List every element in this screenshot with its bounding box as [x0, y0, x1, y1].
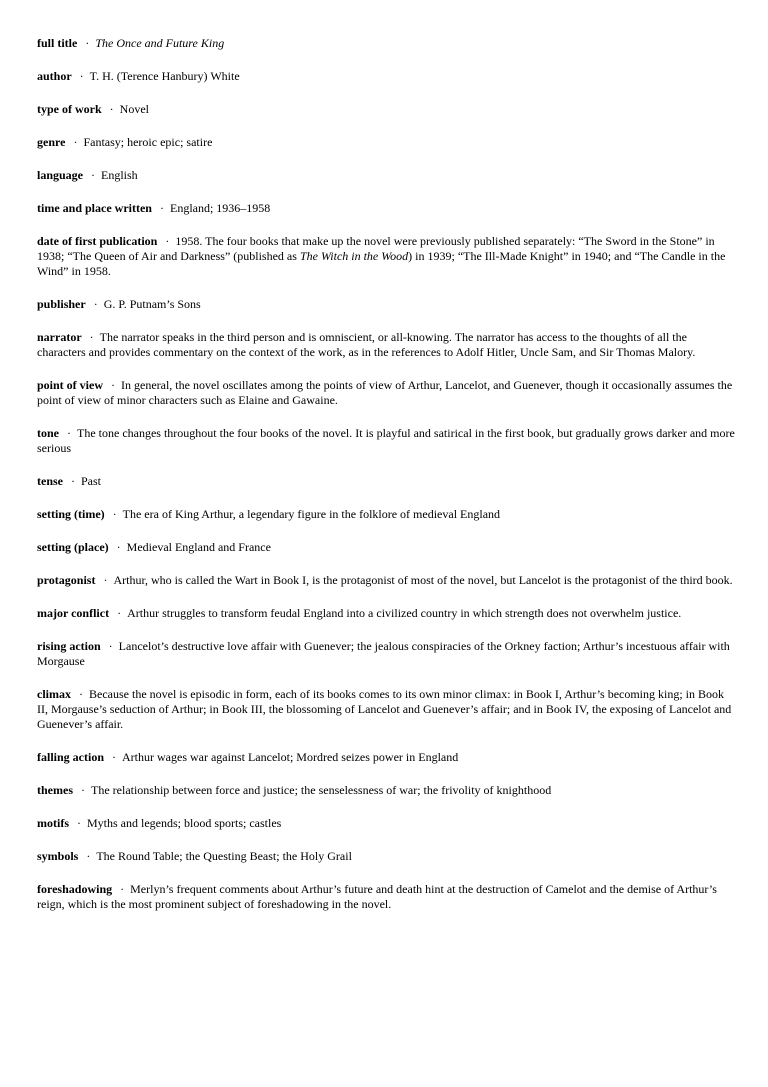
separator: · [91, 168, 96, 182]
entry-value: Arthur, who is called the Wart in Book I, is the protagonist of most of the novel, but Lancelot is the protagonist of the third book. [113, 573, 733, 587]
entry-type-of-work [37, 102, 737, 117]
entry-label: tone [37, 426, 59, 440]
entry-value: The Once and Future King [95, 36, 225, 50]
separator: · [103, 573, 108, 587]
entry-narrator [37, 330, 737, 360]
entry-value: In general, the novel oscillates among the points of view of Arthur, Lancelot, and Guenever, though it occasionally assumes the point of view of minor characters such as Elaine and Gawaine. [37, 378, 733, 407]
separator: · [79, 687, 83, 701]
separator: · [159, 201, 164, 215]
entry-label: genre [37, 135, 66, 149]
entry-label: language [37, 168, 84, 182]
entry-value: The narrator speaks in the third person and is omniscient, or all-knowing. The narrator has access to the thoughts of all the characters and provides commentary on the context of the work, as in the references to Adolf Hitler, Uncle Sam, and Sir Thomas Malory. [37, 330, 696, 359]
entry-label: climax [37, 687, 71, 701]
entry-label: date of first publication [37, 234, 158, 248]
entry-point-of-view [37, 378, 737, 408]
entry-label: point of view [37, 378, 103, 392]
entry-value: The Round Table; the Questing Beast; the Holy Grail [96, 849, 352, 863]
entry-symbols [37, 849, 737, 864]
separator: · [116, 540, 121, 554]
entry-themes [37, 783, 737, 798]
entry-setting-place [37, 540, 737, 555]
separator: · [85, 36, 90, 50]
entry-major-conflict [37, 606, 737, 621]
entry-tense [37, 474, 737, 489]
entry-protagonist [37, 573, 737, 588]
entry-value: Fantasy; heroic epic; satire [83, 135, 213, 149]
entry-value: England; 1936–1958 [169, 201, 271, 215]
entry-label: major conflict [37, 606, 110, 620]
entry-tone [37, 426, 737, 456]
entry-label: symbols [37, 849, 79, 863]
entry-label: tense [37, 474, 63, 488]
separator: · [112, 750, 117, 764]
entry-label: narrator [37, 330, 82, 344]
separator: · [77, 816, 81, 830]
entry-foreshadowing [37, 882, 737, 912]
separator: · [73, 135, 78, 149]
separator: · [81, 783, 85, 797]
entry-full-title [37, 36, 737, 51]
fact-list [37, 36, 737, 930]
separator: · [71, 474, 75, 488]
separator: · [117, 606, 122, 620]
entry-label: themes [37, 783, 73, 797]
entry-value: 1958. The four books that make up the novel were previously published separately: “The Sword in the Stone” in 1938; “The Queen of Air and Darkness” (published as [37, 234, 715, 263]
entry-label: motifs [37, 816, 69, 830]
separator: · [108, 639, 113, 653]
entry-label: foreshadowing [37, 882, 113, 896]
entry-value: Arthur struggles to transform feudal England into a civilized country in which strength does not overwhelm justice. [127, 606, 682, 620]
entry-label: type of work [37, 102, 102, 116]
entry-genre [37, 135, 737, 150]
separator: · [67, 426, 71, 440]
entry-language [37, 168, 737, 183]
entry-author [37, 69, 737, 84]
entry-climax [37, 687, 737, 732]
entry-rising-action [37, 639, 737, 669]
entry-value: Arthur wages war against Lancelot; Mordred seizes power in England [122, 750, 459, 764]
separator: · [79, 69, 84, 83]
entry-label: publisher [37, 297, 86, 311]
separator: · [165, 234, 170, 248]
separator: · [111, 378, 115, 392]
entry-label: rising action [37, 639, 101, 653]
entry-value: T. H. (Terence Hanbury) White [89, 69, 240, 83]
entry-time-and-place-written [37, 201, 737, 216]
entry-label: protagonist [37, 573, 96, 587]
entry-value: ) in 1939; “The Ill-Made Knight” in 1940; and “The Candle in the Wind” in 1958. [37, 249, 726, 278]
entry-label: full title [37, 36, 78, 50]
entry-value: Medieval England and France [126, 540, 271, 554]
entry-value: Because the novel is episodic in form, each of its books comes to its own minor climax: in Book I, Arthur’s becoming king; in Book II, Morgause’s seduction of Arthur; in Book III, the blossoming of Lancelot and Guenever’s affair; and in Book IV, the exposing of Lancelot and Guenever’s affair. [37, 687, 732, 731]
separator: · [112, 507, 117, 521]
entry-value: G. P. Putnam’s Sons [103, 297, 201, 311]
separator: · [89, 330, 94, 344]
entry-publisher [37, 297, 737, 312]
separator: · [109, 102, 114, 116]
entry-value: Myths and legends; blood sports; castles [87, 816, 282, 830]
entry-setting-time [37, 507, 737, 522]
entry-label: author [37, 69, 72, 83]
entry-label: falling action [37, 750, 105, 764]
separator: · [120, 882, 125, 896]
entry-value: The relationship between force and justice; the senselessness of war; the frivolity of knighthood [91, 783, 552, 797]
separator: · [93, 297, 98, 311]
entry-value: The era of King Arthur, a legendary figure in the folklore of medieval England [122, 507, 501, 521]
entry-value: The tone changes throughout the four books of the novel. It is playful and satirical in the first book, but gradually grows darker and more serious [37, 426, 735, 455]
entry-value: Past [81, 474, 102, 488]
entry-label: time and place written [37, 201, 152, 215]
separator: · [86, 849, 91, 863]
entry-label: setting (time) [37, 507, 105, 521]
entry-motifs [37, 816, 737, 831]
entry-date-of-first-publication [37, 234, 737, 279]
entry-label: setting (place) [37, 540, 109, 554]
entry-falling-action [37, 750, 737, 765]
entry-value: Lancelot’s destructive love affair with Guenever; the jealous conspiracies of the Orkney faction; Arthur’s incestuous affair with Morgause [37, 639, 730, 668]
entry-value-italic: The Witch in the Wood [299, 249, 409, 263]
entry-value: English [101, 168, 138, 182]
entry-value: Novel [119, 102, 149, 116]
entry-value: Merlyn’s frequent comments about Arthur’s future and death hint at the destruction of Camelot and the demise of Arthur’s reign, which is the most prominent subject of foreshadowing in the novel. [37, 882, 717, 911]
